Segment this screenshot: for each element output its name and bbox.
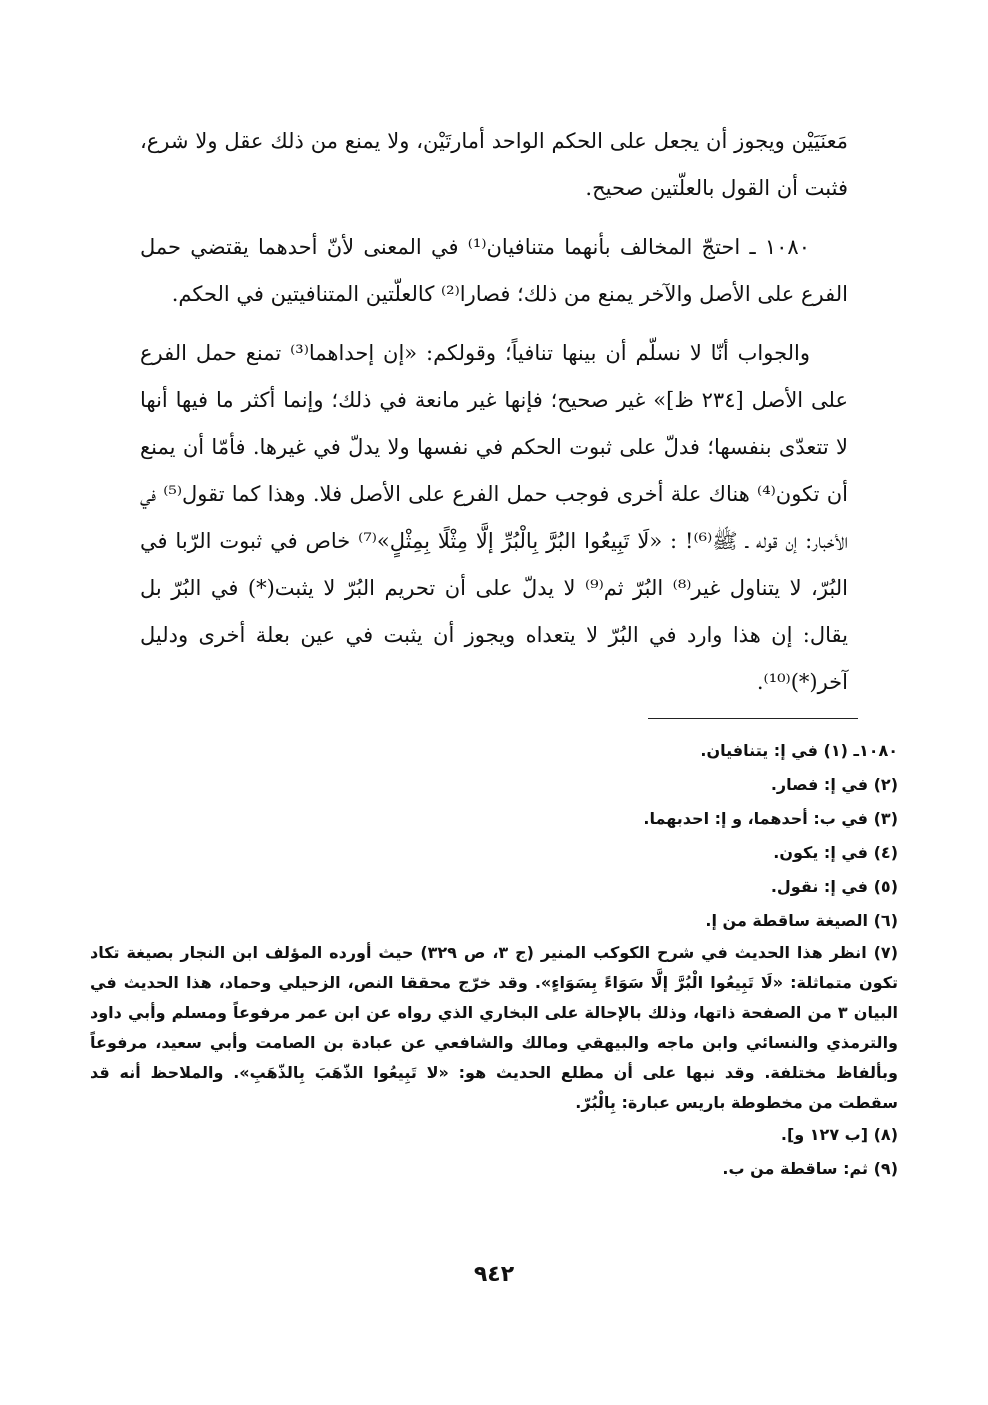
paragraph-3: والجواب أنّا لا نسلّم أن بينها تنافياً؛ وقولكم: «إن إحداهما⁽³⁾ تمنع حمل الفرع على الأصل [٢٣٤ ظ]» غير صحيح؛ فإنها غير مانعة في ذلك؛ وإنما أكثر ما فيها أنها لا تتعدّى بنفسها؛ فدلّ على ثبوت الحكم في نفسها ولا يدلّ في غيرها. فأمّا أن يمنع أن تكون⁽⁴⁾ هناك علة أخرى فوجب حمل الفرع على الأصل فلا. وهذا كما تقول⁽⁵⁾ في الأخبار: إن قوله ـ ﷺ⁽⁶⁾! : «لَا تَبِيعُوا البُرَّ بِالْبُرِّ إلَّا مِثْلًا بِمِثْلٍ»⁽⁷⁾ خاص في ثبوت الرّبا في البُرّ، لا يتناول غير⁽⁸⁾ البُرّ ثم⁽⁹⁾ لا يدلّ على أن تحريم البُرّ لا يثبت(*) في البُرّ بل يقال: إن هذا وارد في البُرّ لا يتعداه ويجوز أن يثبت في عين بعلة أخرى ودليل آخر(*)⁽¹⁰⁾. [140,341,849,694]
footnote-7: (٧) انظر هذا الحديث في شرح الكوكب المنير (ج ٣، ص ٣٢٩) حيث أورده المؤلف ابن النجار بصيغة تكاد تكون متماثلة: «لَا تَبِيعُوا الْبُرَّ إلَّا سَوَاءً بِسَوَاءٍ». وقد خرّج محققا النص، الزحيلي وحماد، هذا الحديث في البيان ٣ من الصفحة ذاتها، وذلك بالإحالة على البخاري الذي رواه عن ابن عمر مرفوعاً ومسلم وأبي داود والترمذي والنسائي وابن ماجه والبيهقي ومالك والشافعي عن عبادة بن الصامت وأبي سعيد، مرفوعاً وبألفاظ مختلفة. وقد نبها على أن مطلع الحديث هو: «لا تَبِيعُوا الذّهَبَ بِالذّهَبِ». والملاحظ أنه قد سقطت من مخطوطة باريس عبارة: بِالْبُرّ. [90,943,899,1112]
footnote-4: (٤) في إ: يكون. [773,843,898,862]
main-text [140,118,848,718]
footnote-8: (٨) [ب ١٢٧ و]. [780,1125,898,1144]
footnote-5: (٥) في إ: نقول. [770,877,898,896]
footnote-1: ١٠٨٠ـ (١) في إ: يتنافيان. [700,741,898,760]
footnotes [90,734,898,1186]
footnote-separator [648,718,858,719]
footnote-3: (٣) في ب: أحدهما، و إ: احدبهما. [643,809,898,828]
footnote-6: (٦) الصيغة ساقطة من إ. [705,911,898,930]
paragraph-2: ١٠٨٠ ـ احتجّ المخالف بأنهما متنافيان⁽¹⁾ في المعنى لأنّ أحدهما يقتضي حمل الفرع على الأصل والآخر يمنع من ذلك؛ فصارا⁽²⁾ كالعلّتين المتنافيتين في الحكم. [140,235,848,306]
footnote-2: (٢) في إ: فصار. [770,775,898,794]
page-number: ٩٤٢ [473,1262,515,1287]
footnote-9: (٩) ثم: ساقطة من ب. [722,1159,898,1178]
paragraph-1: مَعنَيَيْن ويجوز أن يجعل على الحكم الواحد أمارتَيْن، ولا يمنع من ذلك عقل ولا شرع، فثبت أن القول بالعلّتين صحيح. [140,129,848,200]
